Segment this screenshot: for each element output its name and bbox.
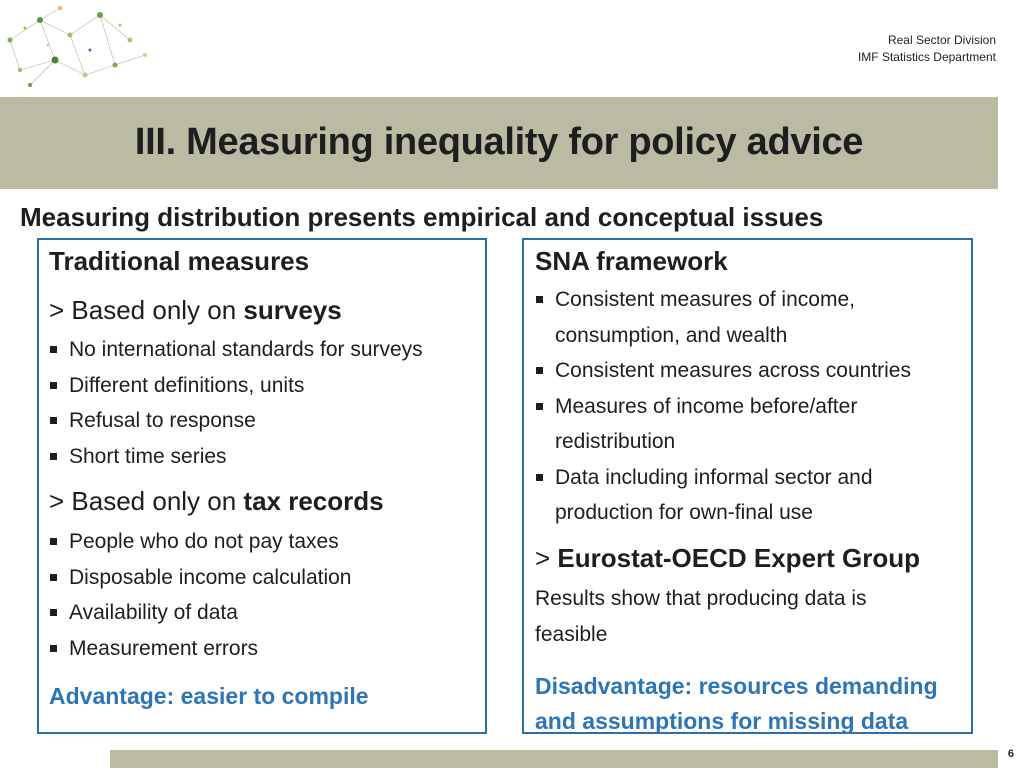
page-number: 6 [1007,748,1014,760]
expert-group-result: Results show that producing data is feasible [535,587,867,646]
surveys-prefix: > Based only on [49,295,244,325]
tax-records-subhead [49,486,384,517]
sna-framework-box [522,238,973,734]
surveys-bold: surveys [243,295,342,325]
survey-issues-list [49,332,423,474]
list-item: No international standards for surveys [49,332,423,368]
list-item: Measures of income before/after redistribution [535,389,955,460]
organization-label [858,32,996,66]
traditional-measures-box [37,238,487,734]
tax-prefix: > Based only on [49,486,244,516]
list-item: Data including informal sector and production for own-final use [535,460,955,531]
title-band [0,97,998,189]
list-item: People who do not pay taxes [49,524,352,560]
surveys-subhead [49,295,342,326]
footer-band [110,750,998,768]
list-item: Short time series [49,439,423,475]
department-name: IMF Statistics Department [857,50,996,64]
expert-bold: Eurostat-OECD Expert Group [557,543,921,573]
sna-features-list [535,282,955,531]
list-item: Consistent measures across countries [535,353,955,389]
network-logo-graphic [0,0,160,95]
disadvantage-note: Disadvantage: resources demanding and assumptions for missing data [535,673,938,734]
slide-title: III. Measuring inequality for policy advice [134,121,864,163]
traditional-measures-heading: Traditional measures [49,246,310,276]
tax-issues-list [49,524,352,666]
list-item: Availability of data [49,595,352,631]
tax-bold: tax records [243,486,384,516]
list-item: Measurement errors [49,631,352,667]
advantage-note: Advantage: easier to compile [49,683,369,709]
list-item: Disposable income calculation [49,560,352,596]
slide-subtitle: Measuring distribution presents empirical and conceptual issues [20,202,824,232]
list-item: Different definitions, units [49,368,423,404]
list-item: Consistent measures of income, consumption, and wealth [535,282,955,353]
sna-framework-heading: SNA framework [535,246,728,276]
expert-group-subhead [535,543,920,574]
division-name: Real Sector Division [887,33,996,47]
expert-prefix: > [535,543,558,573]
list-item: Refusal to response [49,403,423,439]
